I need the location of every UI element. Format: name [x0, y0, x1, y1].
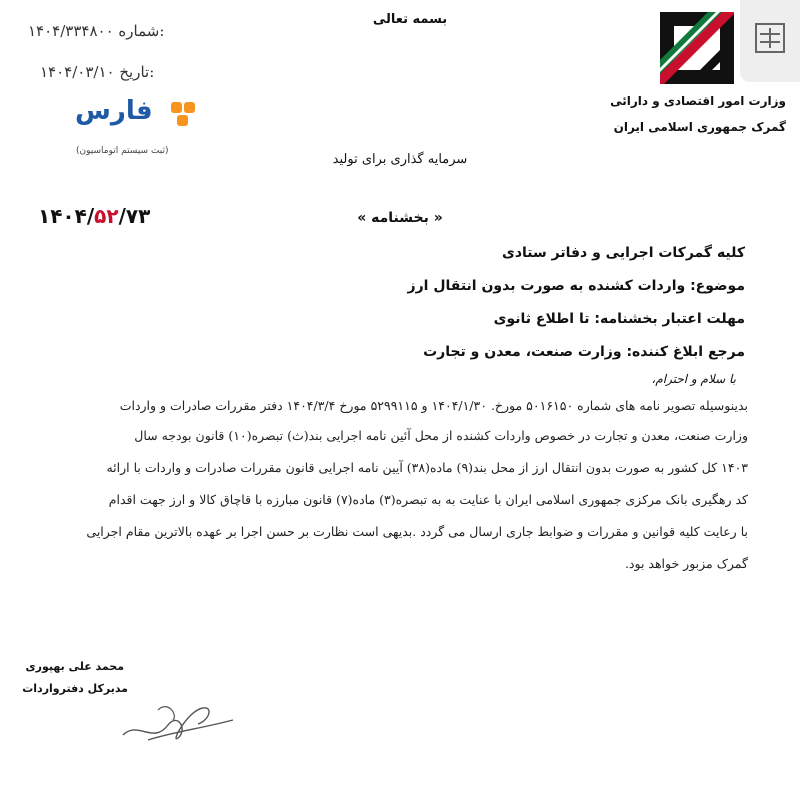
body-line: وزارت صنعت، معدن و تجارت در خصوص واردات کشنده از محل آئین نامه اجرایی بند(ث) تبصره(۱۰) قانون بودجه سال — [134, 428, 748, 443]
signer-title: مدیرکل دفترواردات — [22, 682, 128, 695]
bismillah-heading: بسمه تعالی — [372, 12, 448, 27]
addressee-line: کلیه گمرکات اجرایی و دفاتر ستادی — [502, 245, 745, 261]
customs-name: گمرک جمهوری اسلامی ایران — [613, 120, 786, 134]
fars-brand-text: فارس — [75, 96, 153, 126]
circular-number — [38, 204, 150, 228]
menu-icon — [754, 22, 786, 54]
body-line: گمرک مزبور خواهد بود. — [624, 556, 748, 571]
circular-title: « بخشنامه » — [357, 210, 443, 226]
ministry-name: وزارت امور اقتصادی و دارائی — [610, 94, 786, 108]
fars-caption: (ثبت سیستم اتوماسیون) — [76, 146, 169, 156]
body-line: کد رهگیری بانک مرکزی جمهوری اسلامی ایران با عنایت به به تبصره(۳) ماده(۷) قانون مبارزه با قاچاق کالا و ارز جهت اقدام — [108, 492, 748, 507]
greeting-line: با سلام و احترام، — [651, 372, 736, 386]
fars-logo-icon — [169, 100, 199, 130]
letter-number — [28, 22, 164, 40]
validity-line: مهلت اعتبار بخشنامه: تا اطلاع ثانوی — [493, 311, 745, 327]
menu-button[interactable] — [740, 0, 800, 82]
letter-date-value: ۱۴۰۴/۰۳/۱۰ — [40, 63, 115, 81]
body-line: با رعایت کلیه قوانین و مقررات و ضوابط جاری ارسال می گردد .بدیهی است نظارت بر حسن اجرا بر عهده بالاترین مقام اجرایی — [86, 524, 748, 539]
circular-number-mid: ۵۲ — [94, 204, 119, 228]
body-line: بدینوسیله تصویر نامه های شماره ۵۰۱۶۱۵۰ مورخ. ۱۴۰۴/۱/۳۰ و ۵۲۹۹۱۱۵ مورخ ۱۴۰۴/۳/۴ دفتر مقررات صادرات و واردات — [119, 398, 748, 413]
reference-line: مرجع ابلاغ کننده: وزارت صنعت، معدن و تجارت — [423, 344, 745, 360]
motto-text: سرمایه گذاری برای تولید — [332, 152, 468, 167]
body-line: ۱۴۰۳ کل کشور به صورت بدون انتقال ارز از محل بند(۹) ماده(۳۸) آیین نامه اجرایی قانون مقررات صادرات و واردات با ارائه — [106, 460, 748, 475]
handwritten-signature — [118, 690, 238, 750]
fars-logo — [65, 98, 205, 132]
subject-line: موضوع: واردات کشنده به صورت بدون انتقال ارز — [407, 278, 745, 294]
letter-date-label: تاریخ: — [119, 63, 155, 81]
circular-number-prefix: ۱۴۰۴/ — [38, 204, 95, 228]
circular-number-suffix: /۷۳ — [118, 204, 151, 228]
letter-number-label: شماره: — [118, 22, 165, 40]
letter-number-value: ۱۴۰۴/۳۳۴۸۰۰ — [28, 22, 114, 40]
letter-date — [40, 63, 154, 81]
signer-name: محمد علی بهپوری — [25, 660, 124, 673]
customs-emblem-icon — [656, 8, 738, 88]
